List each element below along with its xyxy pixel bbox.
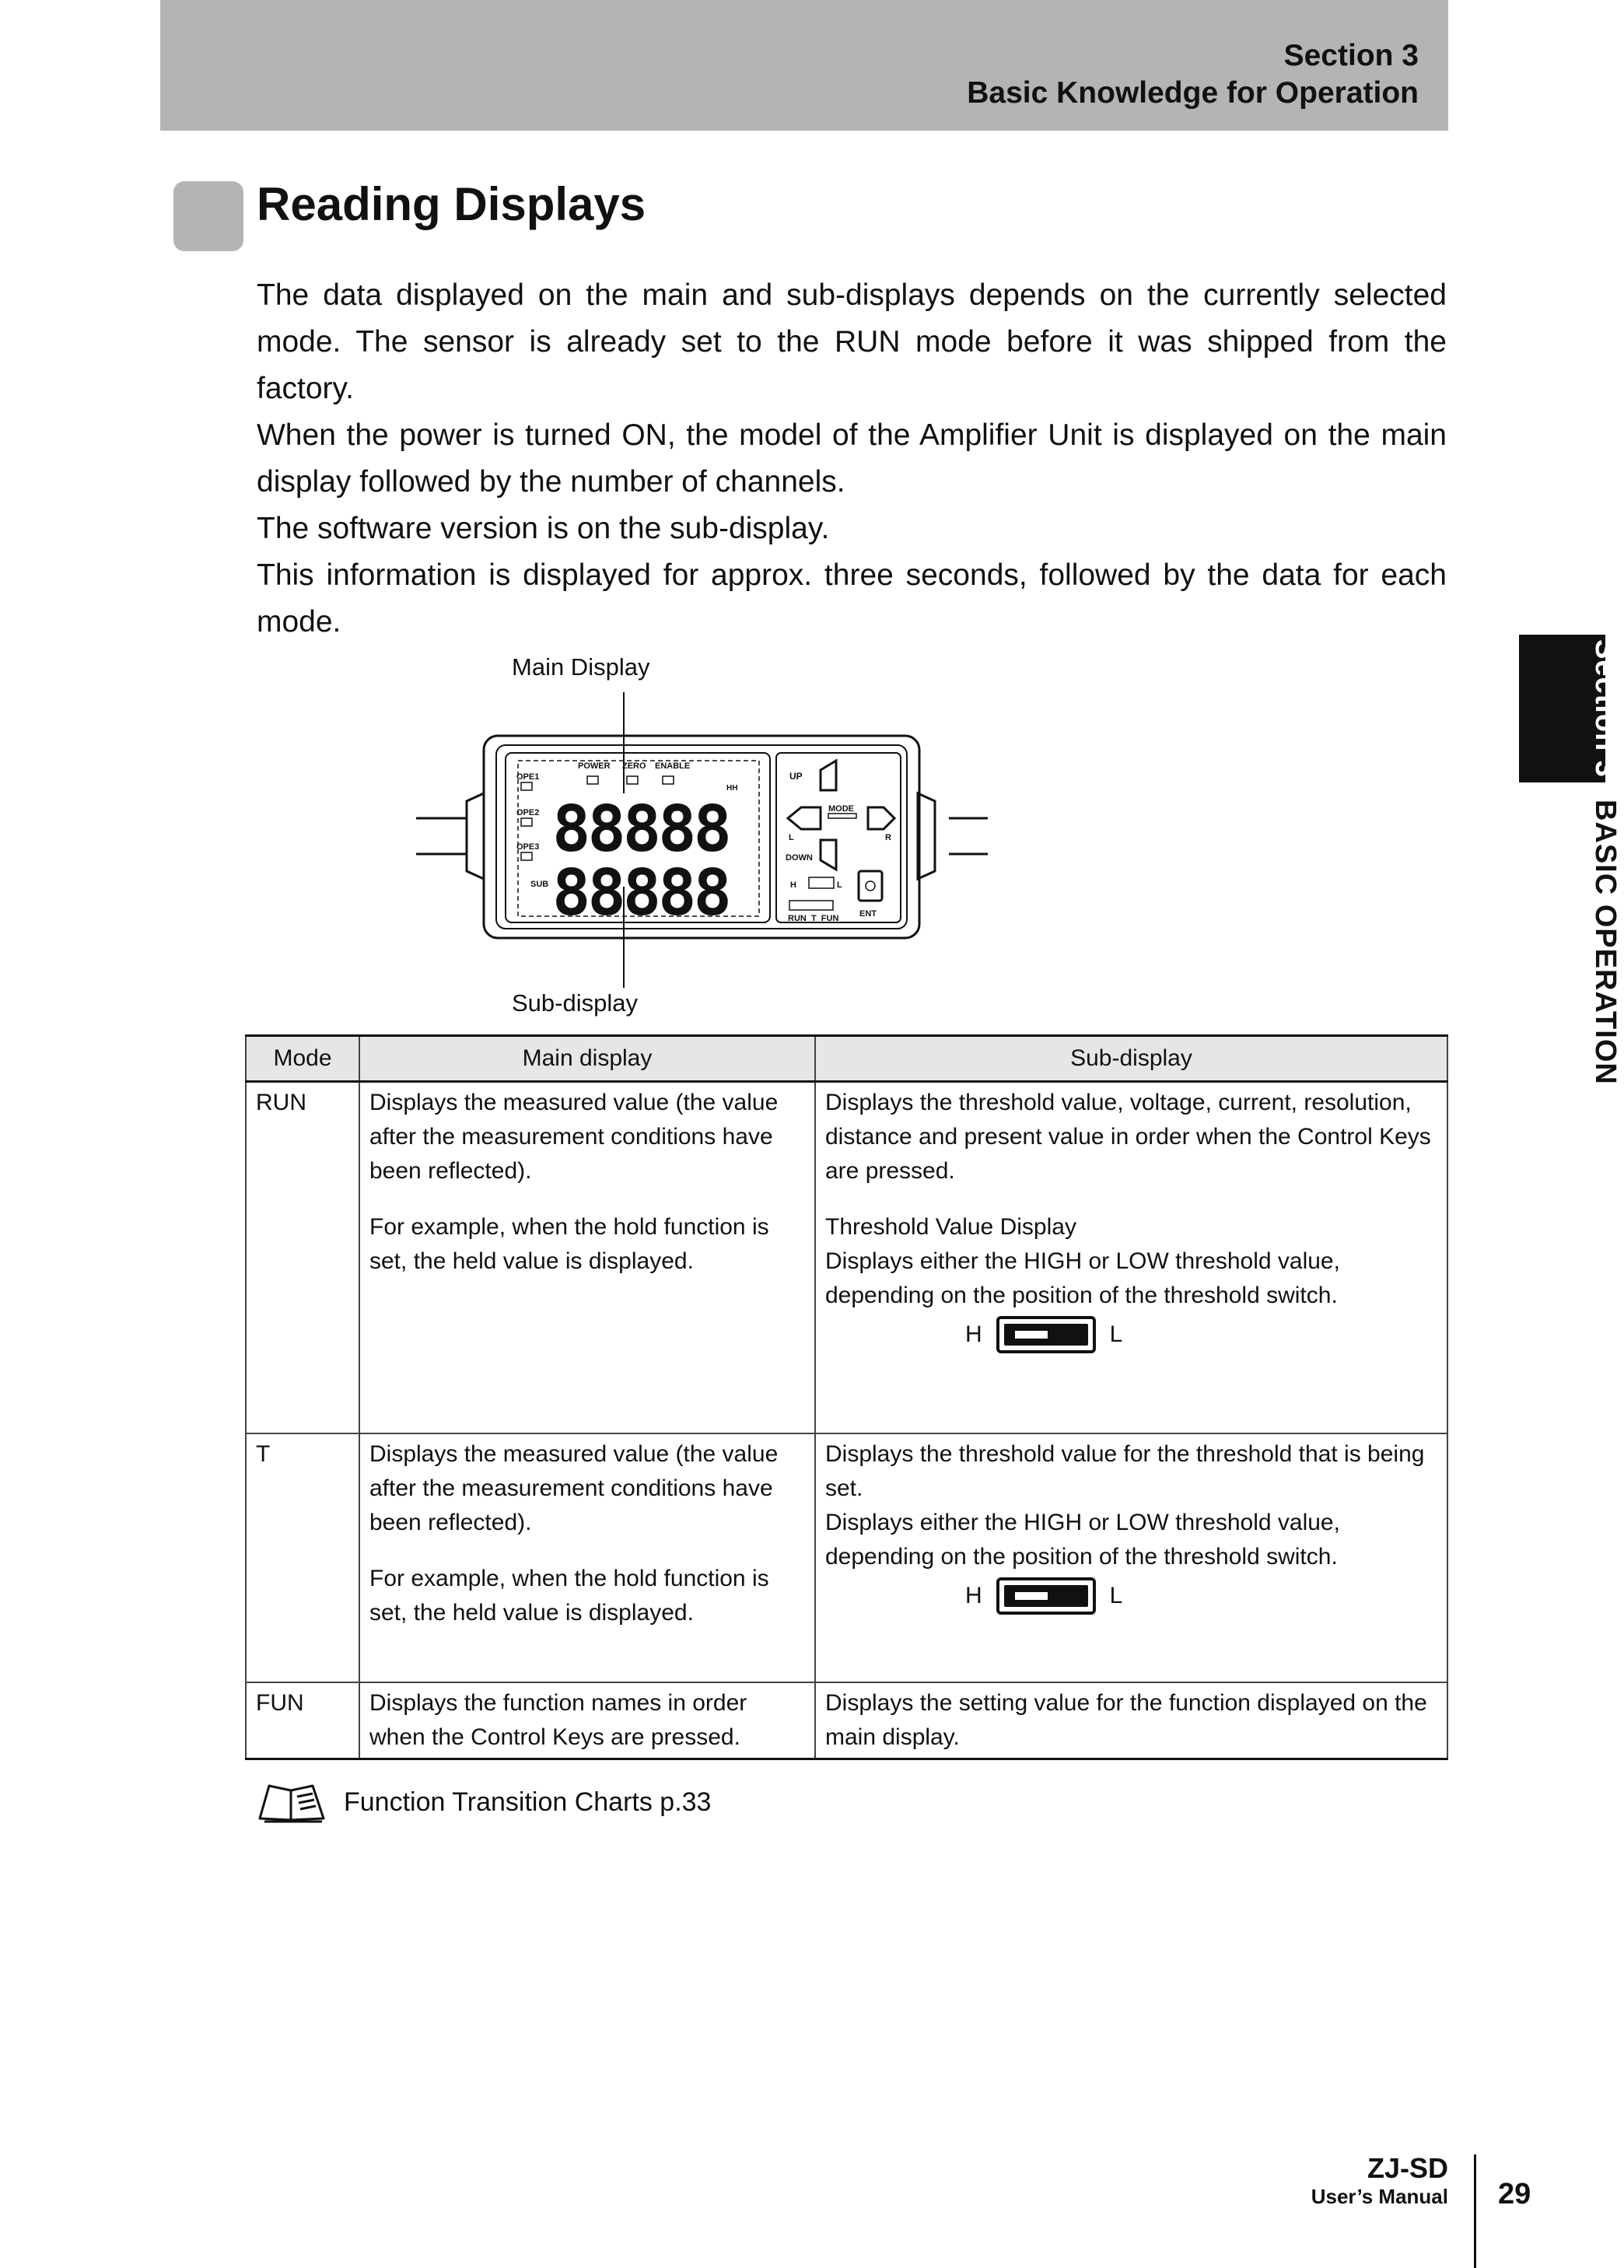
zero-label: ZERO <box>622 761 646 771</box>
side-tab-label: BASIC OPERATION <box>1589 799 1622 1085</box>
threshold-switch <box>965 1316 1437 1353</box>
switch-h-label: H <box>790 880 796 890</box>
main-display-cell <box>359 1082 815 1433</box>
mode-cell: FUN <box>246 1682 359 1759</box>
main-display-label: Main Display <box>512 653 650 681</box>
table-header-row <box>246 1036 1447 1082</box>
footer-divider <box>1474 2154 1476 2268</box>
sub-display-cell <box>815 1433 1447 1682</box>
reference-text: Function Transition Charts p.33 <box>344 1787 712 1817</box>
intro-paragraph: When the power is turned ON, the model of the Amplifier Unit is displayed on the main display followed by the number of channels. <box>257 418 1447 499</box>
intro-paragraph: The software version is on the sub-display. <box>257 512 830 545</box>
side-tab <box>1587 639 1624 1085</box>
switch-l-label: L <box>1109 1582 1123 1608</box>
cell-text: For example, when the hold function is set, the held value is displayed. <box>369 1214 769 1274</box>
enable-label: ENABLE <box>655 761 691 771</box>
header-sub-display: Sub-display <box>815 1036 1447 1082</box>
main-display-digits: 88888 <box>552 793 729 866</box>
switch-icon <box>996 1577 1096 1615</box>
side-tab-section: Section 3 <box>1589 639 1622 778</box>
switch-l-label: L <box>837 880 842 890</box>
sub-display-label: Sub-display <box>512 989 638 1017</box>
page-title: Reading Displays <box>257 178 646 230</box>
cross-reference <box>257 1781 711 1823</box>
header-section: Section 3 <box>1283 39 1419 72</box>
intro-paragraph: The data displayed on the main and sub-displays depends on the currently selected mode. The sensor is already set to the RUN mode before it was shipped from the factory. <box>257 278 1447 405</box>
model-name: ZJ-SD <box>1367 2152 1448 2184</box>
cell-text: Displays the threshold value, voltage, current, resolution, distance and present value in order when the Control Keys are pressed. <box>825 1090 1431 1184</box>
sub-display-cell <box>815 1082 1447 1433</box>
sub-display-digits: 88888 <box>552 856 729 930</box>
cell-text: Displays either the HIGH or LOW threshold value, depending on the position of the threshold switch. <box>825 1248 1340 1308</box>
mode-label: MODE <box>828 804 854 814</box>
ope3-label: OPE3 <box>516 842 540 852</box>
table-row <box>246 1682 1447 1759</box>
intro-text <box>257 272 1447 646</box>
page-number: 29 <box>1498 2178 1531 2210</box>
open-book-icon <box>257 1781 327 1823</box>
main-display-cell <box>359 1433 815 1682</box>
title-marker <box>173 181 243 251</box>
power-label: POWER <box>578 761 611 771</box>
intro-paragraph: This information is displayed for approx. three seconds, followed by the data for each mode. <box>257 558 1447 639</box>
ope2-label: OPE2 <box>516 808 540 817</box>
running-header <box>967 37 1419 112</box>
switch-icon <box>996 1316 1096 1353</box>
mode-table <box>245 1034 1448 1760</box>
ent-label: ENT <box>859 909 877 919</box>
main-display-cell: Displays the function names in order when the Control Keys are pressed. <box>359 1682 815 1759</box>
switch-h-label: H <box>965 1321 982 1347</box>
cell-text: Displays either the HIGH or LOW threshold value, depending on the position of the threshold switch. <box>825 1509 1340 1570</box>
cell-text: Displays the measured value (the value after the measurement conditions have been reflected). <box>369 1440 779 1535</box>
down-label: DOWN <box>786 853 813 863</box>
header-main-display: Main display <box>359 1036 815 1082</box>
device-figure <box>412 646 988 1034</box>
left-label: L <box>789 833 794 842</box>
switch-l-label: L <box>1109 1321 1123 1347</box>
hh-label: HH <box>726 784 738 793</box>
cell-text: For example, when the hold function is set, the held value is displayed. <box>369 1565 769 1626</box>
table-row <box>246 1433 1447 1682</box>
cell-text: Threshold Value Display <box>825 1214 1076 1240</box>
sub-display-cell: Displays the setting value for the function displayed on the main display. <box>815 1682 1447 1759</box>
up-label: UP <box>789 771 803 782</box>
right-label: R <box>885 833 891 842</box>
sub-label: SUB <box>530 880 549 889</box>
mode-cell: RUN <box>246 1082 359 1433</box>
cell-text: Displays the measured value (the value after the measurement conditions have been reflected). <box>369 1090 779 1184</box>
manual-name: User’s Manual <box>1311 2185 1448 2208</box>
run-t-fun-label: RUN T FUN <box>788 914 839 923</box>
mode-cell: T <box>246 1433 359 1682</box>
threshold-switch <box>965 1577 1437 1615</box>
header-band <box>160 0 1448 131</box>
header-mode: Mode <box>246 1036 359 1082</box>
header-subtitle: Basic Knowledge for Operation <box>967 76 1419 110</box>
cell-text: Displays the threshold value for the threshold that is being set. <box>825 1440 1425 1501</box>
switch-h-label: H <box>965 1582 982 1608</box>
ope1-label: OPE1 <box>516 772 540 782</box>
table-row <box>246 1082 1447 1433</box>
amplifier-unit-drawing <box>412 646 988 988</box>
footer-model <box>1311 2153 1448 2209</box>
